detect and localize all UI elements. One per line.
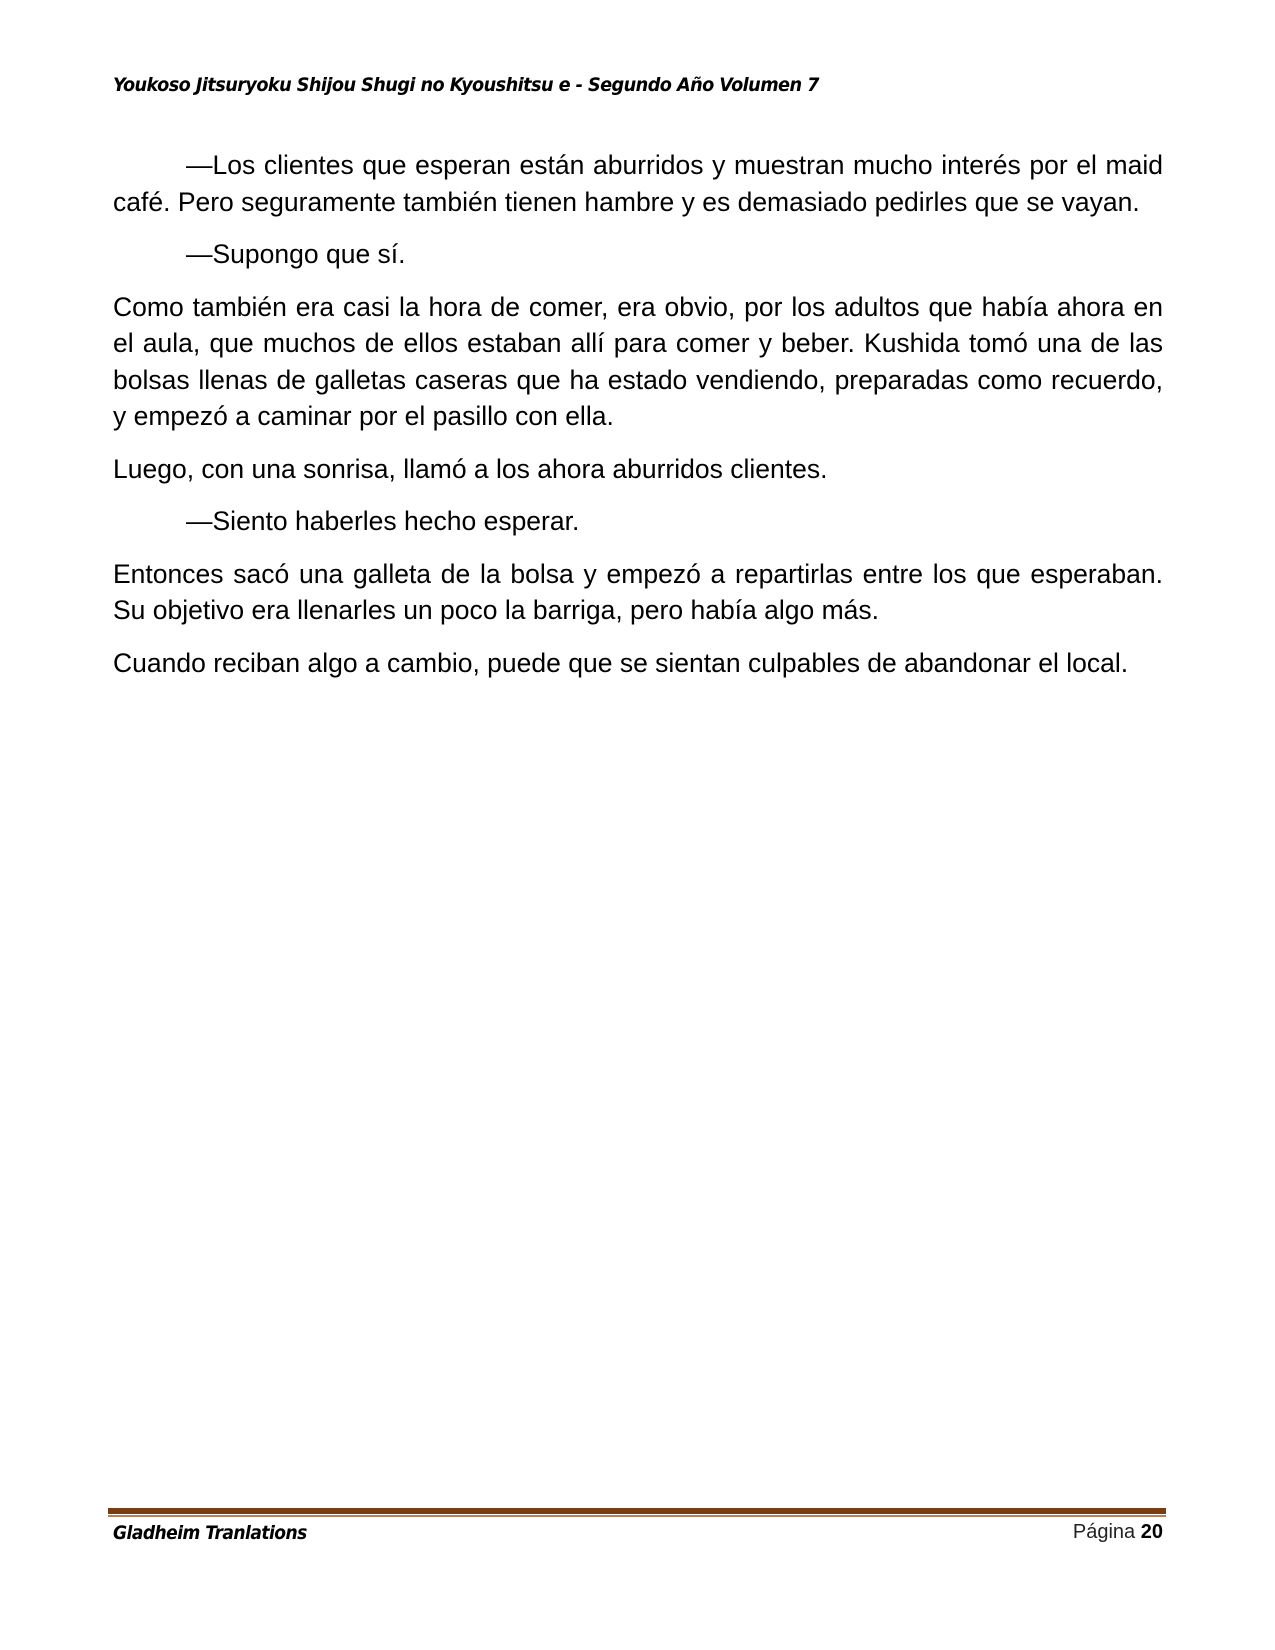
paragraph-dialogue: —Supongo que sí.: [186, 239, 406, 269]
page-label: Página: [1072, 1521, 1136, 1543]
paragraph-narration: Como también era casi la hora de comer, era obvio, por los adultos que había ahora en el aula, que muchos de ellos estaban allí para comer y beber. Kushida tomó una de las bolsas llenas de galletas caseras que ha estado vendiendo, preparadas como recuerdo, y empezó a caminar por el pasillo con ella.: [113, 291, 1163, 431]
footer-divider-thin: [108, 1515, 1166, 1517]
page-number-block: [1073, 1521, 1163, 1544]
running-header: Youkoso Jitsuryoku Shijou Shugi no Kyoushitsu e - Segundo Año Volumen 7: [113, 74, 819, 96]
paragraph-narration: Luego, con una sonrisa, llamó a los ahora aburridos clientes.: [113, 453, 828, 484]
footer-credit: Gladheim Tranlations: [113, 1522, 307, 1544]
footer-divider: [108, 1508, 1166, 1517]
paragraph-dialogue: —Siento haberles hecho esperar.: [186, 506, 580, 536]
paragraph-narration: Entonces sacó una galleta de la bolsa y empezó a repartirlas entre los que esperaban. Su objetivo era llenarles un poco la barriga, pero había algo más.: [113, 558, 1163, 625]
paragraph-narration: Cuando reciban algo a cambio, puede que se sientan culpables de abandonar el local.: [113, 647, 1129, 678]
page-number: 20: [1140, 1521, 1163, 1543]
body-text: [113, 147, 1163, 697]
paragraph-dialogue: —Los clientes que esperan están aburridos y muestran mucho interés por el maid café. Pero seguramente también tienen hambre y es demasiado pedirles que se vayan.: [113, 150, 1163, 217]
